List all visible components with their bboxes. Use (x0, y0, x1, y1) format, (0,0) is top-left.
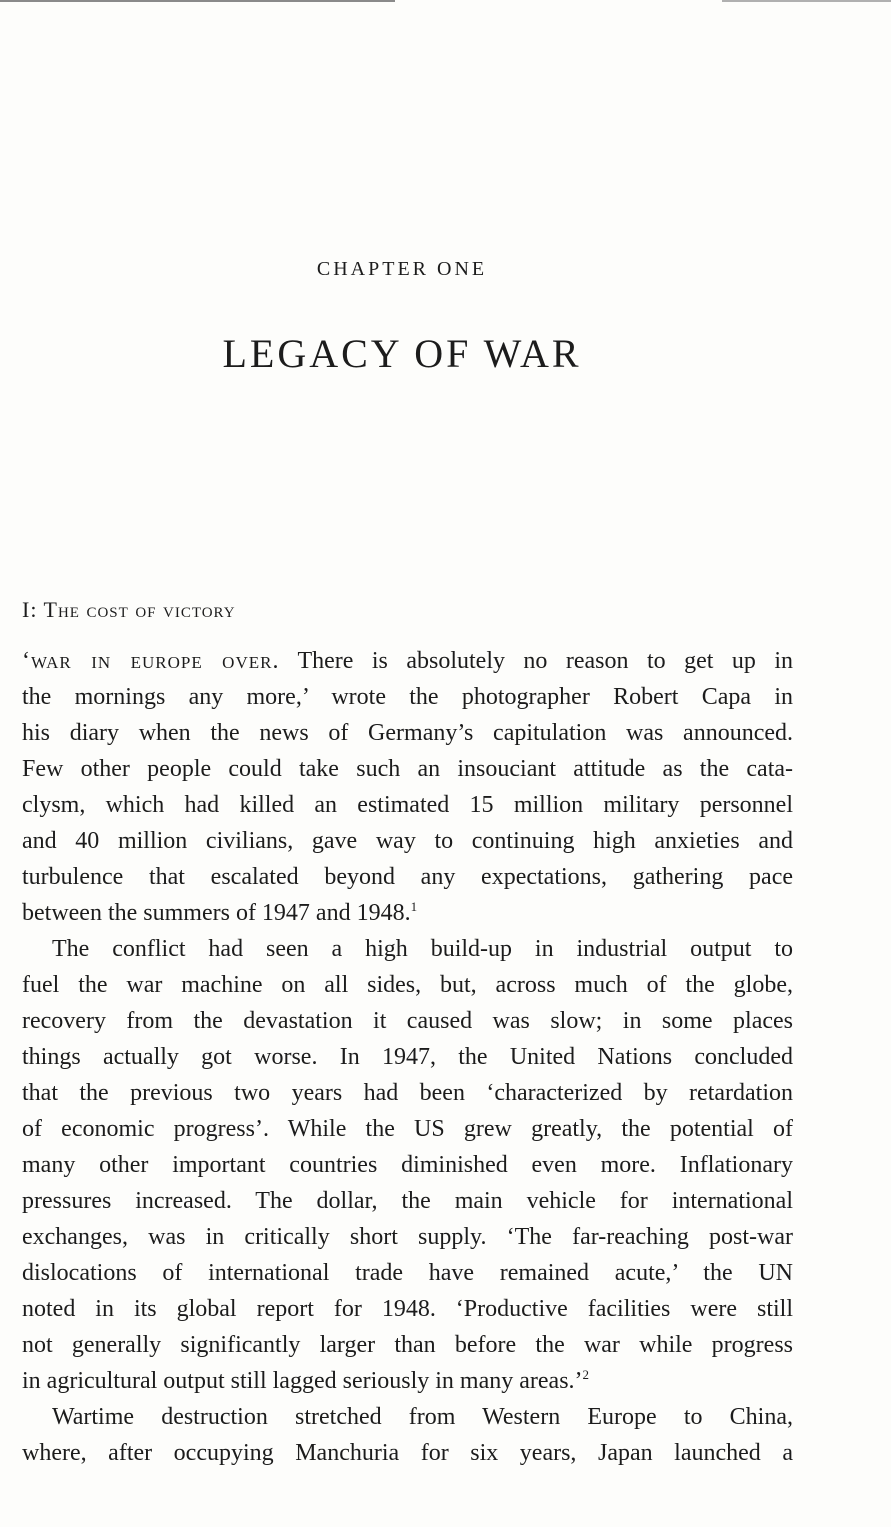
text-line (22, 1003, 793, 1039)
footnote-marker[interactable]: 1 (410, 899, 418, 914)
text-line (22, 1399, 793, 1435)
text-line (22, 1075, 793, 1111)
chapter-title: LEGACY OF WAR (222, 331, 582, 376)
scan-edge-right (722, 0, 891, 2)
footnote-marker[interactable]: 2 (582, 1367, 590, 1382)
text-line (22, 1039, 793, 1075)
line-text: not generally significantly larger than before the war while progress (22, 1332, 793, 1358)
text-line (22, 895, 793, 931)
text-line (22, 1291, 793, 1327)
text-line (22, 931, 793, 967)
text-line (22, 859, 793, 895)
text-line (22, 1255, 793, 1291)
text-line (22, 715, 793, 751)
line-text: in agricultural output still lagged seriously in many areas.’ (22, 1368, 583, 1394)
text-line (22, 967, 793, 1003)
line-text: recovery from the devastation it caused was slow; in some places (22, 1008, 793, 1034)
text-line (22, 1111, 793, 1147)
text-line (22, 1219, 793, 1255)
line-text: Few other people could take such an insouciant attitude as the cata- (22, 756, 793, 782)
body-text (22, 643, 793, 1471)
paragraph (22, 931, 793, 1399)
paragraph (22, 1399, 793, 1471)
text-line (22, 1435, 793, 1471)
line-text: There is absolutely no reason to get up in (279, 648, 793, 674)
line-text: pressures increased. The dollar, the main vehicle for international (22, 1188, 793, 1214)
line-text: of economic progress’. While the US grew greatly, the potential of (22, 1116, 793, 1142)
line-text: fuel the war machine on all sides, but, across much of the globe, (22, 972, 793, 998)
line-text: The conflict had seen a high build-up in industrial output to (52, 936, 793, 962)
scan-edge-left (0, 0, 395, 2)
line-text: clysm, which had killed an estimated 15 million military personnel (22, 792, 793, 818)
line-text: the mornings any more,’ wrote the photographer Robert Capa in (22, 684, 793, 710)
section-heading: I: The cost of victory (22, 597, 236, 622)
chapter-label: CHAPTER ONE (316, 258, 488, 280)
line-text: noted in its global report for 1948. ‘Productive facilities were still (22, 1296, 793, 1322)
text-line (22, 787, 793, 823)
text-line (22, 1147, 793, 1183)
line-text: and 40 million civilians, gave way to continuing high anxieties and (22, 828, 793, 854)
line-text: his diary when the news of Germany’s capitulation was announced. (22, 720, 793, 746)
lead-in-small-caps: ‘war in europe over. (22, 648, 280, 674)
paragraph (22, 643, 793, 931)
line-text: dislocations of international trade have remained acute,’ the UN (22, 1260, 793, 1286)
text-line (22, 1183, 793, 1219)
line-text: things actually got worse. In 1947, the United Nations concluded (22, 1044, 793, 1070)
line-text: exchanges, was in critically short supply. ‘The far-reaching post-war (22, 1224, 793, 1250)
line-text: turbulence that escalated beyond any expectations, gathering pace (22, 864, 793, 890)
line-text: many other important countries diminished even more. Inflationary (22, 1152, 793, 1178)
line-text: between the summers of 1947 and 1948. (22, 900, 411, 926)
text-line (22, 751, 793, 787)
line-text: that the previous two years had been ‘characterized by retardation (22, 1080, 793, 1106)
text-line (22, 823, 793, 859)
text-line (22, 1363, 793, 1399)
line-text: where, after occupying Manchuria for six years, Japan launched a (22, 1440, 793, 1466)
line-text: Wartime destruction stretched from Western Europe to China, (52, 1404, 793, 1430)
text-line (22, 1327, 793, 1363)
text-line (22, 643, 793, 679)
text-line (22, 679, 793, 715)
